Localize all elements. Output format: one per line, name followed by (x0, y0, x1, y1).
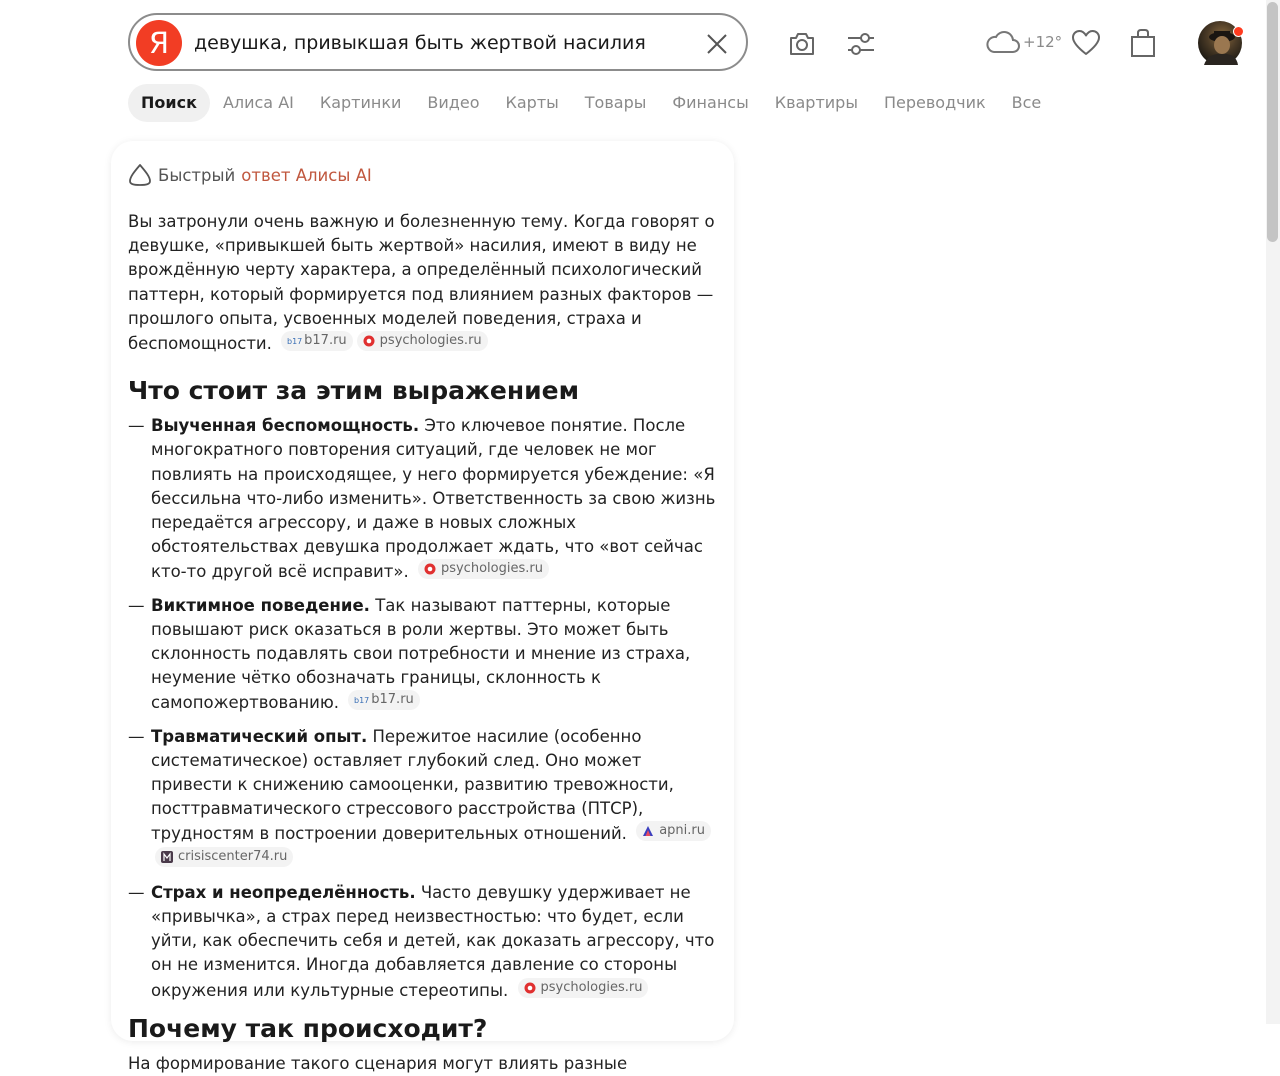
source-chip[interactable]: psychologies.ru (518, 978, 649, 998)
weather-widget[interactable] (985, 28, 1065, 60)
svg-text:b17: b17 (354, 696, 370, 706)
alice-header-link[interactable]: ответ Алисы AI (241, 165, 372, 185)
shopping-bag-icon[interactable] (1129, 28, 1157, 58)
intro-paragraph (128, 210, 718, 356)
source-chip[interactable]: b17 b17.ru (281, 331, 353, 351)
tab-alice-ai[interactable]: Алиса AI (222, 93, 294, 112)
alice-icon (128, 163, 152, 187)
list-item: — Травматический опыт. Пережитое насилие (особенно систематическое) оставляет глубокий след. Оно может привести к снижению самооценки, развитию тревожности, посттравматического стрессового расстройства (ПТСР), трудностям в построении доверительных отношений. apni.ru crisiscenter74.ru (128, 725, 718, 872)
tab-translator[interactable]: Переводчик (883, 93, 986, 112)
scrollbar-thumb[interactable] (1267, 2, 1278, 242)
alice-answer-header (128, 163, 372, 187)
source-chip[interactable]: psychologies.ru (418, 559, 549, 579)
clear-icon[interactable] (705, 32, 729, 56)
tab-products[interactable]: Товары (584, 93, 647, 112)
svg-text:b17: b17 (287, 337, 303, 347)
crisiscenter-logo-icon (161, 851, 173, 863)
section-heading: Что стоит за этим выражением (128, 376, 580, 406)
source-chip[interactable]: b17 b17.ru (348, 690, 420, 710)
tab-search[interactable]: Поиск (128, 84, 210, 122)
tab-finance[interactable]: Финансы (672, 93, 749, 112)
list-item: — Виктимное поведение. Так называют паттерны, которые повышают риск оказаться в роли жертвы. Это может быть склонность подавлять свои потребности и мнение из страха, неумение чётко обозначать границы, склонность к самопожертвованию. b17 b17.ru (128, 595, 691, 713)
source-chip[interactable]: psychologies.ru (357, 331, 488, 351)
reasons-list (128, 414, 718, 1003)
search-tabs (128, 84, 1054, 122)
apni-logo-icon (642, 825, 654, 837)
weather-temperature: +12° (1023, 33, 1063, 51)
cloud-icon (985, 28, 1021, 56)
search-input[interactable] (194, 29, 694, 57)
tab-apartments[interactable]: Квартиры (774, 93, 858, 112)
psychologies-logo-icon (524, 982, 536, 994)
tab-maps[interactable]: Карты (505, 93, 559, 112)
source-chip[interactable]: crisiscenter74.ru (155, 847, 293, 867)
favorites-heart-icon[interactable] (1071, 29, 1101, 57)
list-item: — Страх и неопределённость. Часто девушку удерживает не «привычка», а страх перед неизвестностью: что будет, если уйти, как обеспечить себя и детей, как доказать агрессору, что он не изменится. Иногда добавляется давление со стороны окружения или культурные стереотипы. psychologies.ru (128, 882, 715, 1000)
intro-text: Вы затронули очень важную и болезненную тему. Когда говорят о девушке, «привыкшей быть жертвой» насилия, имеют в виду не врождённую черту характера, а определённый психологический паттерн, который формируется под влиянием разных факторов — прошлого опыта, усвоенных моделей поведения, страха и беспомощности. (128, 212, 715, 354)
answer-content (128, 210, 718, 1076)
alice-header-prefix: Быстрый (158, 165, 236, 185)
b17-logo-icon (287, 335, 303, 347)
next-paragraph: На формирование такого сценария могут влиять разные (128, 1053, 628, 1073)
filters-icon[interactable] (845, 30, 877, 58)
list-item: — Выученная беспомощность. Это ключевое понятие. После многократного повторения ситуаций, где человек не мог повлиять на происходящее, у него формируется убеждение: «Я бессильна что-либо изменить». Ответственность за свою жизнь передаётся агрессору, и даже в новых сложных обстоятельствах девушка продолжает ждать, что «вот сейчас кто-то другой всё исправит». psychologies.ru (128, 416, 716, 582)
tab-video[interactable]: Видео (427, 93, 480, 112)
section-heading: Почему так происходит? (128, 1013, 488, 1043)
psychologies-logo-icon (363, 335, 375, 347)
tab-all[interactable]: Все (1011, 93, 1042, 112)
camera-icon[interactable] (787, 30, 817, 58)
yandex-logo-icon[interactable]: Я (136, 20, 182, 66)
source-chip[interactable]: apni.ru (636, 821, 711, 841)
tab-images[interactable]: Картинки (319, 93, 402, 112)
search-box[interactable] (128, 13, 748, 71)
b17-logo-icon (354, 694, 370, 706)
notification-dot (1233, 26, 1244, 37)
psychologies-logo-icon (424, 563, 436, 575)
